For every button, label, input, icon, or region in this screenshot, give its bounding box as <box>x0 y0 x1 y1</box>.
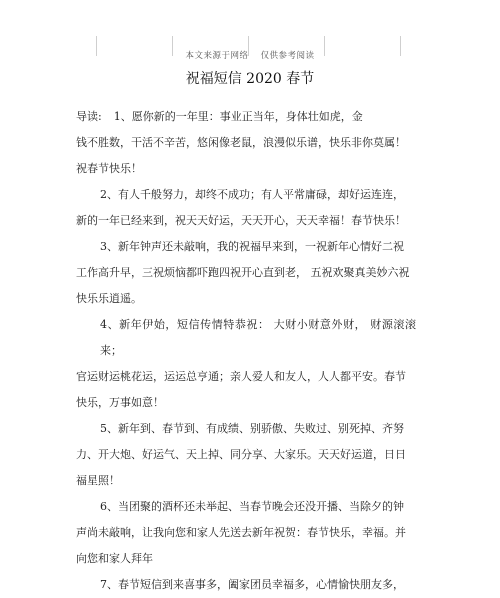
document-body <box>76 104 416 598</box>
intro-label: 导读: <box>76 110 102 123</box>
body-line-text: 1、愿你新的一年里：事业正当年，身体壮如虎，金 <box>113 110 363 123</box>
body-line <box>76 234 416 260</box>
body-line <box>76 130 416 156</box>
body-line <box>76 208 416 234</box>
body-line <box>76 104 416 130</box>
body-line-text: 4、新年伊始，短信传情特恭祝： 大财小财意外财， 财源滚滚来； <box>100 318 416 357</box>
body-line <box>76 312 416 364</box>
body-line-text: 快乐乐逍遥。 <box>76 292 142 305</box>
body-line-text: 6、当团聚的酒杯还未举起、当春节晚会还没开播、当除夕的钟 <box>100 500 404 513</box>
body-line <box>76 416 416 442</box>
body-line-text: 力、开大炮、好运气、天上掉、同分享、大家乐。天天好运道，日日 <box>76 448 406 461</box>
body-line <box>76 156 416 182</box>
body-line <box>76 468 416 494</box>
body-line-text: 快乐，万事如意！ <box>76 396 164 409</box>
body-line-text: 祝春节快乐！ <box>76 162 142 175</box>
body-line <box>76 364 416 390</box>
body-line-text: 2、有人千般努力，却终不成功；有人平常庸碌，却好运连连， <box>100 188 404 201</box>
body-line <box>76 260 416 286</box>
body-line-text: 声尚未敲响，让我向您和家人先送去新年祝贺：春节快乐，幸福。并 <box>76 526 406 539</box>
body-line <box>76 390 416 416</box>
source-note-text: 本文来源于网络 <box>185 51 249 61</box>
body-line-text: 7、春节短信到来喜事多，阖家团员幸福多，心情愉快朋友多， <box>100 578 404 591</box>
body-line-text: 向您和家人拜年 <box>76 552 153 565</box>
body-line-text: 福星照！ <box>76 474 120 487</box>
body-line-text: 新的一年已经来到，祝天天好运，天天开心，天天幸福！春节快乐！ <box>76 214 406 227</box>
body-line <box>76 546 416 572</box>
body-line <box>76 442 416 468</box>
body-line-text: 工作高升早，三祝烦恼都吓跑四祝开心直到老， 五祝欢聚真美妙六祝 <box>76 266 410 279</box>
body-line-text: 钱不胜数，干活不辛苦，悠闲像老鼠，浪漫似乐谱，快乐非你莫属！ <box>76 136 406 149</box>
source-note <box>0 49 500 61</box>
body-line-text: 3、新年钟声还未敲响，我的祝福早来到，一祝新年心情好二祝 <box>100 240 404 253</box>
body-line-text: 5、新年到、春节到、有成绩、别骄傲、失败过、别死掉、齐努 <box>100 422 404 435</box>
body-line <box>76 494 416 520</box>
document-title: 祝福短信 2020 春节 <box>185 71 315 87</box>
reference-note-text: 仅供参考阅读 <box>260 51 315 61</box>
body-line <box>76 520 416 546</box>
body-line-text: 官运财运桃花运，运运总亨通；亲人爱人和友人，人人都平安。春节 <box>76 370 406 383</box>
body-line <box>76 182 416 208</box>
body-line <box>76 572 416 598</box>
body-line <box>76 286 416 312</box>
